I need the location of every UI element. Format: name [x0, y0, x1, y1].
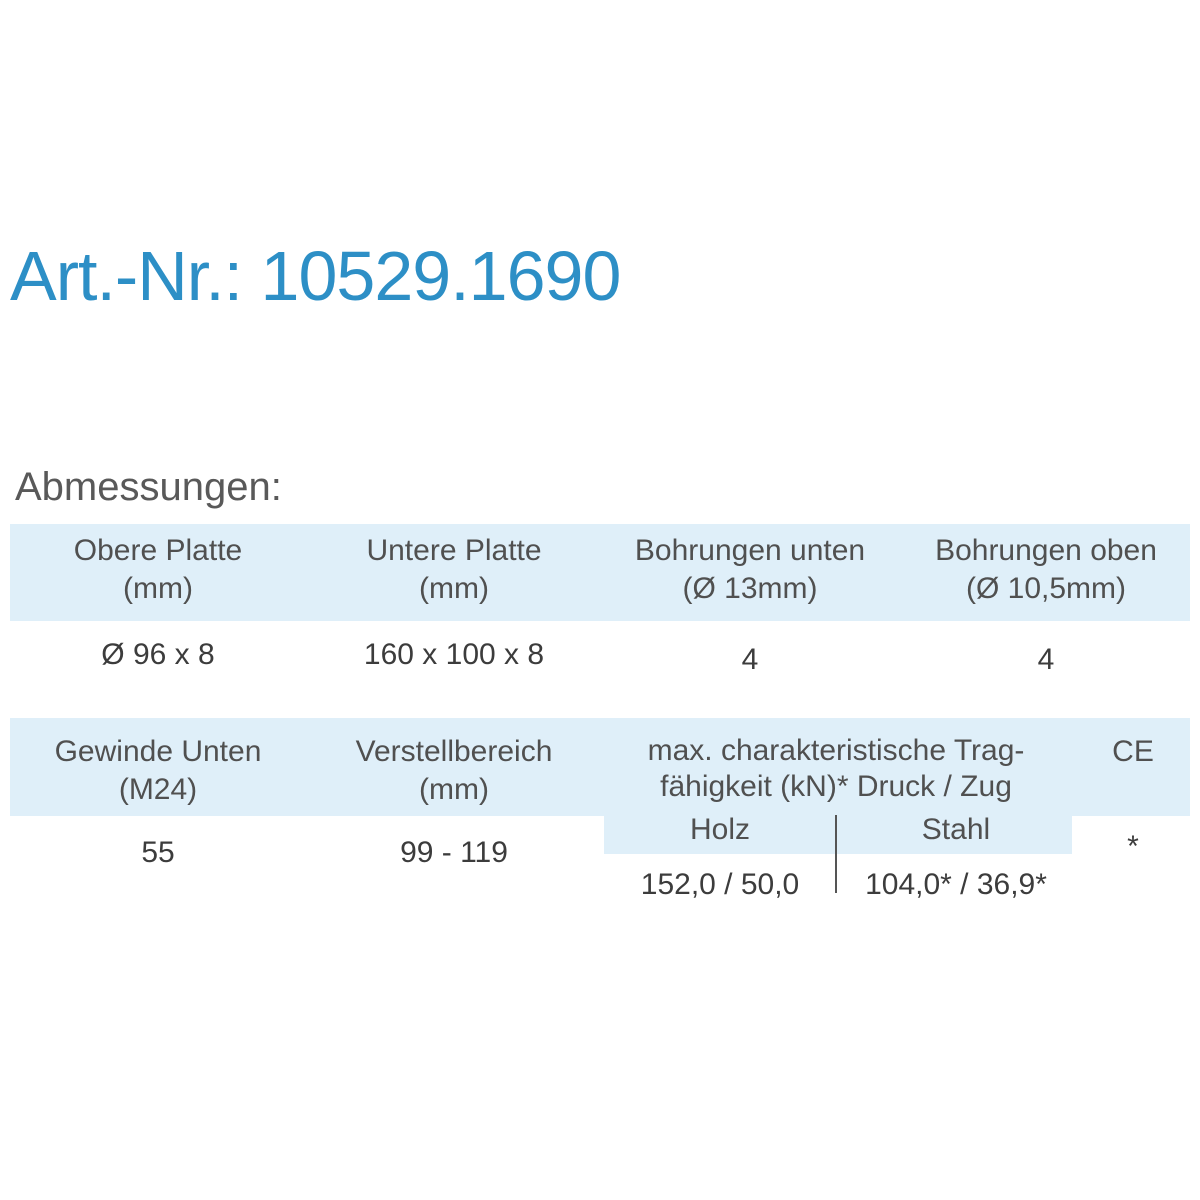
table2-subheader-stahl: Stahl — [921, 813, 991, 846]
table1-value-bohrungen-unten: 4 — [741, 643, 759, 676]
header-line: Verstellbereich — [355, 735, 553, 768]
header-line: Gewinde Unten — [54, 735, 262, 768]
page-title: Art.-Nr.: 10529.1690 — [10, 237, 621, 315]
table1-value-obere-platte: Ø 96 x 8 — [101, 638, 215, 671]
header-line: Bohrungen oben — [935, 534, 1157, 567]
table2-value-stahl: 104,0* / 36,9* — [865, 868, 1047, 901]
table2-value-ce: * — [1127, 830, 1139, 863]
table2-header-tragfaehigkeit — [600, 733, 1072, 805]
table1-value-bohrungen-oben: 4 — [1037, 643, 1055, 676]
table2-subheader-holz: Holz — [689, 813, 750, 846]
header-line: fähigkeit (kN)* Druck / Zug — [660, 770, 1012, 803]
header-line: Untere Platte — [366, 534, 542, 567]
header-line: Obere Platte — [73, 534, 243, 567]
header-line: (M24) — [118, 773, 198, 806]
header-line: (mm) — [123, 572, 193, 605]
section-label: Abmessungen: — [15, 465, 282, 509]
header-line: Bohrungen unten — [634, 534, 866, 567]
header-line: max. charakteristische Trag- — [647, 734, 1025, 767]
header-line: (mm) — [419, 572, 489, 605]
header-line: CE — [1112, 735, 1154, 768]
table2-value-gewinde: 55 — [141, 836, 175, 869]
table2-value-holz: 152,0 / 50,0 — [640, 868, 800, 901]
table2-header-ce — [1072, 733, 1194, 771]
table2-header-verstellbereich — [306, 733, 602, 809]
table1-value-untere-platte: 160 x 100 x 8 — [363, 638, 545, 671]
table1-header-bohrungen-oben — [898, 532, 1194, 608]
table2-value-verstellbereich: 99 - 119 — [400, 836, 508, 869]
header-line: (mm) — [419, 773, 489, 806]
table2-header-gewinde — [10, 733, 306, 809]
table1-header-bohrungen-unten — [602, 532, 898, 608]
header-line: (Ø 13mm) — [682, 572, 818, 605]
table1-header-obere-platte — [10, 532, 306, 608]
header-line: (Ø 10,5mm) — [965, 572, 1127, 605]
table1-header-untere-platte — [306, 532, 602, 608]
